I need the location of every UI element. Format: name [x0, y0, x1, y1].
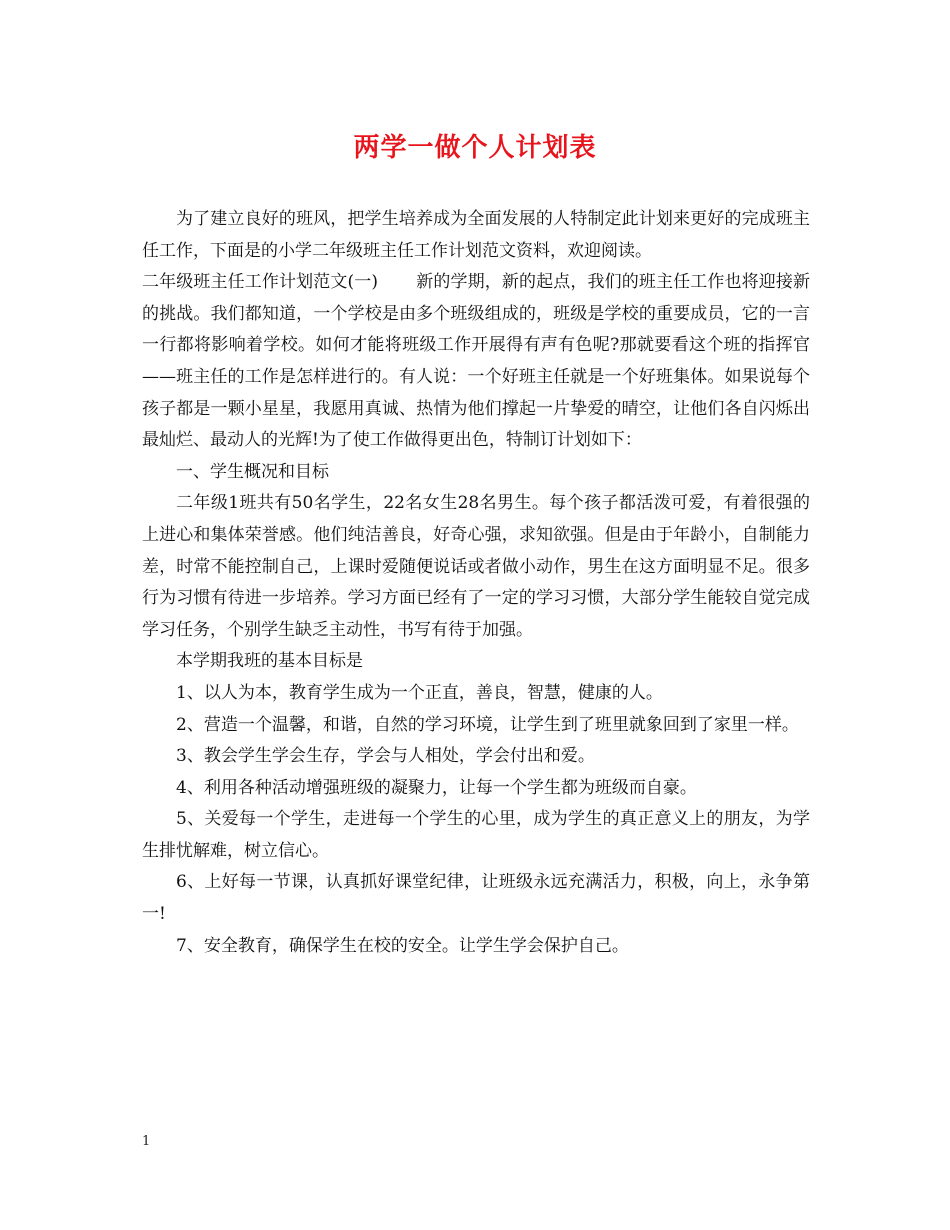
- sample-intro-text: 新的学期，新的起点，我们的班主任工作也将迎接新的挑战。我们都知道，一个学校是由多个班级组成的，班级是学校的重要成员，它的一言一行都将影响着学校。如何才能将班级工作开展得有声有色呢?那就要看这个班的指挥官——班主任的工作是怎样进行的。有人说：一个好班主任就是一个好班集体。如果说每个孩子都是一颗小星星，我愿用真诚、热情为他们撑起一片挚爱的晴空，让他们各自闪烁出最灿烂、最动人的光辉!为了使工作做得更出色，特制订计划如下：: [142, 272, 811, 451]
- goal-item: 1、以人为本，教育学生成为一个正直，善良，智慧，健康的人。: [176, 682, 663, 703]
- sample-heading: 二年级班主任工作计划范文(一): [142, 272, 379, 293]
- goal-item: 4、利用各种活动增强班级的凝聚力，让每一个学生都为班级而自豪。: [176, 777, 697, 798]
- goals-heading: 本学期我班的基本目标是: [176, 651, 363, 672]
- intro-paragraph: 为了建立良好的班风，把学生培养成为全面发展的人特制定此计划来更好的完成班主任工作，下面是的小学二年级班主任工作计划范文资料，欢迎阅读。: [142, 209, 810, 261]
- document-body: [142, 204, 810, 962]
- goal-item: 2、营造一个温馨，和谐，自然的学习环境，让学生到了班里就象回到了家里一样。: [176, 714, 799, 735]
- sample-paragraph: [142, 267, 810, 457]
- section1-heading: 一、学生概况和目标: [176, 461, 329, 482]
- document-title: 两学一做个人计划表: [353, 133, 597, 163]
- goal-item: 7、安全教育，确保学生在校的安全。让学生学会保护自己。: [176, 935, 629, 956]
- section1-paragraph: 二年级1班共有50名学生，22名女生28名男生。每个孩子都活泼可爱，有着很强的上进心和集体荣誉感。他们纯洁善良，好奇心强，求知欲强。但是由于年龄小，自制能力差，时常不能控制自己，上课时爱随便说话或者做小动作，男生在这方面明显不足。很多行为习惯有待进一步培养。学习方面已经有了一定的学习习惯，大部分学生能较自觉完成学习任务，个别学生缺乏主动性，书写有待于加强。: [142, 493, 810, 640]
- goal-item: 3、教会学生学会生存，学会与人相处，学会付出和爱。: [176, 746, 595, 767]
- goal-item: 6、上好每一节课，认真抓好课堂纪律，让班级永远充满活力，积极，向上，永争第一!: [142, 872, 810, 925]
- page-number: 1: [142, 1134, 151, 1149]
- goal-item: 5、关爱每一个学生，走进每一个学生的心里，成为学生的真正意义上的朋友，为学生排忧解难，树立信心。: [142, 809, 810, 861]
